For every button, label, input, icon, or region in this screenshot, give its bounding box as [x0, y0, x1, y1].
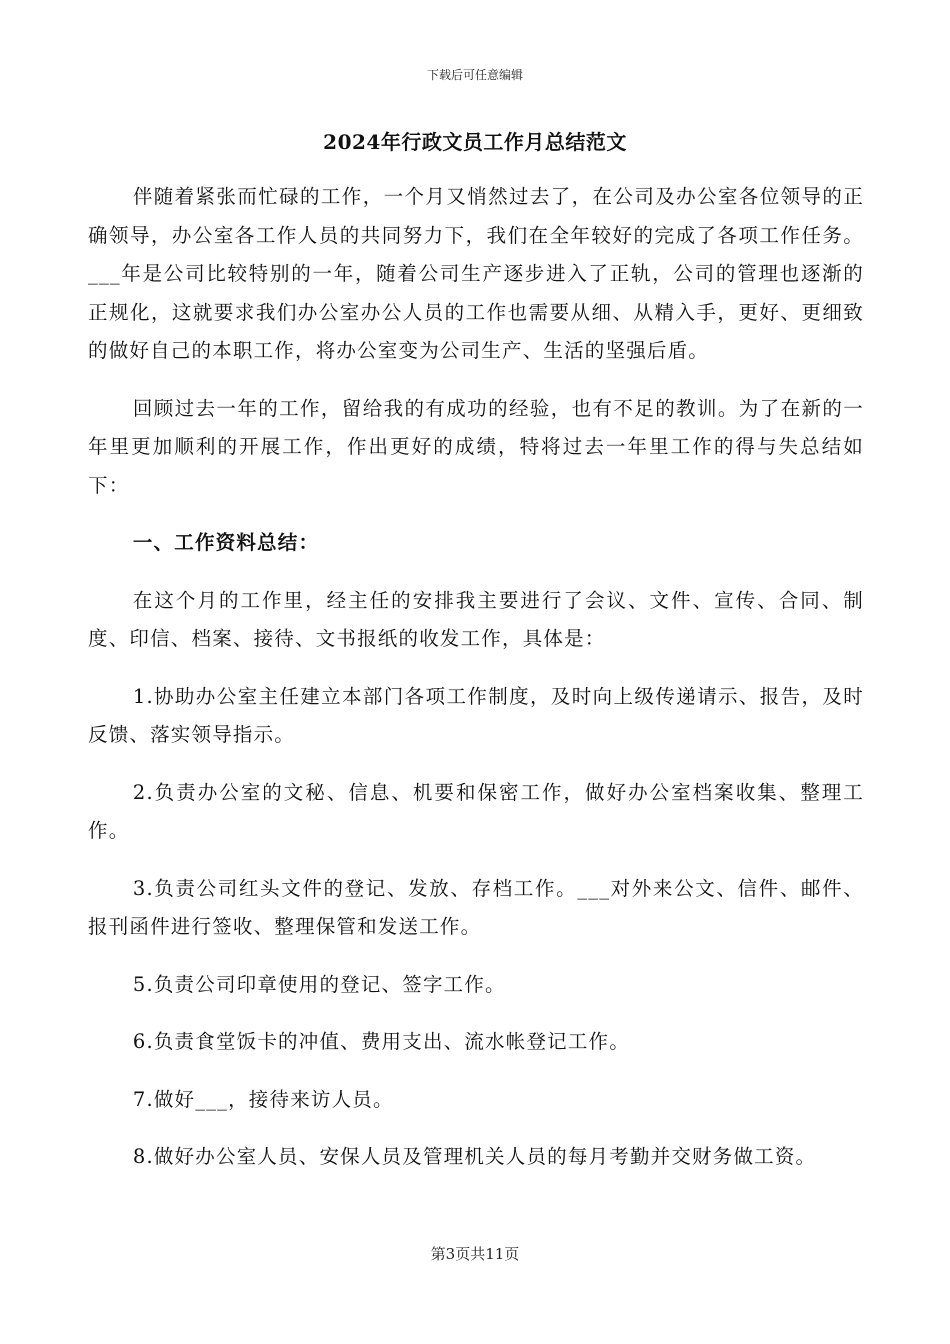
- list-item: 1.协助办公室主任建立本部门各项工作制度，及时向上级传递请示、报告，及时反馈、落实领导指示。: [88, 684, 864, 746]
- document-body: [88, 178, 864, 1196]
- intro-paragraph: 伴随着紧张而忙碌的工作，一个月又悄然过去了，在公司及办公室各位领导的正确领导，办公室各工作人员的共同努力下，我们在全年较好的完成了各项工作任务。___年是公司比较特别的一年，随着公司生产逐步进入了正轨，公司的管理也逐渐的正规化，这就要求我们办公室办公人员的工作也需要从细、从精入手，更好、更细致的做好自己的本职工作，将办公室变为公司生产、生活的坚强后盾。: [88, 185, 864, 362]
- section-heading: 一、工作资料总结：: [132, 531, 320, 554]
- list-item: 8.做好办公室人员、安保人员及管理机关人员的每月考勤并交财务做工资。: [132, 1145, 817, 1168]
- list-item: 7.做好___，接待来访人员。: [132, 1087, 394, 1111]
- work-overview-paragraph: 在这个月的工作里，经主任的安排我主要进行了会议、文件、宣传、合同、制度、印信、档案、接待、文书报纸的收发工作，具体是：: [88, 588, 864, 650]
- list-item: 5.负责公司印章使用的登记、签字工作。: [132, 972, 506, 996]
- page-number: 第3页共11页: [430, 1245, 520, 1263]
- review-paragraph: 回顾过去一年的工作，留给我的有成功的经验，也有不足的教训。为了在新的一年里更加顺利的开展工作，作出更好的成绩，特将过去一年里工作的得与失总结如下：: [88, 396, 864, 497]
- document-title: 2024年行政文员工作月总结范文: [323, 130, 627, 154]
- list-item: 6.负责食堂饭卡的冲值、费用支出、流水帐登记工作。: [132, 1030, 630, 1053]
- download-note: 下载后可任意编辑: [426, 68, 523, 82]
- list-item: 3.负责公司红头文件的登记、发放、存档工作。___对外来公文、信件、邮件、报刊函件进行签收、整理保管和发送工作。: [88, 876, 864, 938]
- list-item: 2.负责办公室的文秘、信息、机要和保密工作，做好办公室档案收集、整理工作。: [88, 780, 864, 842]
